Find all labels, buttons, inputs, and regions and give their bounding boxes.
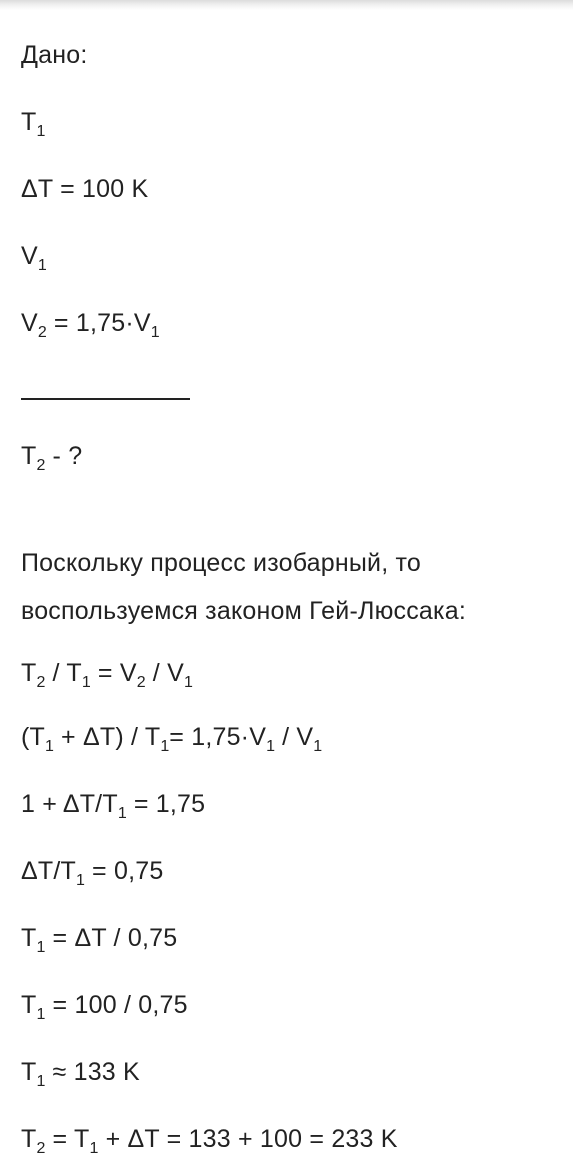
intro-line-2: воспользуемся законом Гей-Люссака: <box>21 597 466 625</box>
equation-t2-result: $T_2 = T_1 + \Delta T = 133 + 100 = 233$ K <box>21 1125 398 1157</box>
given-t1: $T_1$ <box>21 108 46 140</box>
equation-t1-result: $T_1 \approx 133$ K <box>21 1058 140 1090</box>
equation-simplified: $1 + \Delta T/T_1 = 1,75$ <box>21 790 206 822</box>
given-divider <box>21 398 190 400</box>
find-t2: $T_2$ - ? <box>21 442 83 474</box>
equation-ratio: $\Delta T/T_1 = 0,75$ <box>21 857 164 889</box>
equation-t1-numeric: $T_1 = 100 / 0,75$ <box>21 991 188 1023</box>
given-v1: $V_1$ <box>21 242 47 274</box>
equation-t1-formula: $T_1 = \Delta T / 0,75$ <box>21 924 178 956</box>
top-shadow <box>0 0 573 10</box>
given-heading: Дано: <box>21 41 88 69</box>
equation-gay-lussac: $T_2 / T_1 = V_2 / V_1$ <box>21 659 193 691</box>
equation-substitution: $(T_1 + \Delta T) / T_1= 1,75\cdot V_1 / V_1$ <box>21 723 323 755</box>
intro-line-1: Поскольку процесс изобарный, то <box>21 549 421 577</box>
given-delta-t: ΔT = 100 K <box>21 175 149 203</box>
given-v2: $V_2 = 1,75\cdot V_1$ <box>21 309 160 341</box>
